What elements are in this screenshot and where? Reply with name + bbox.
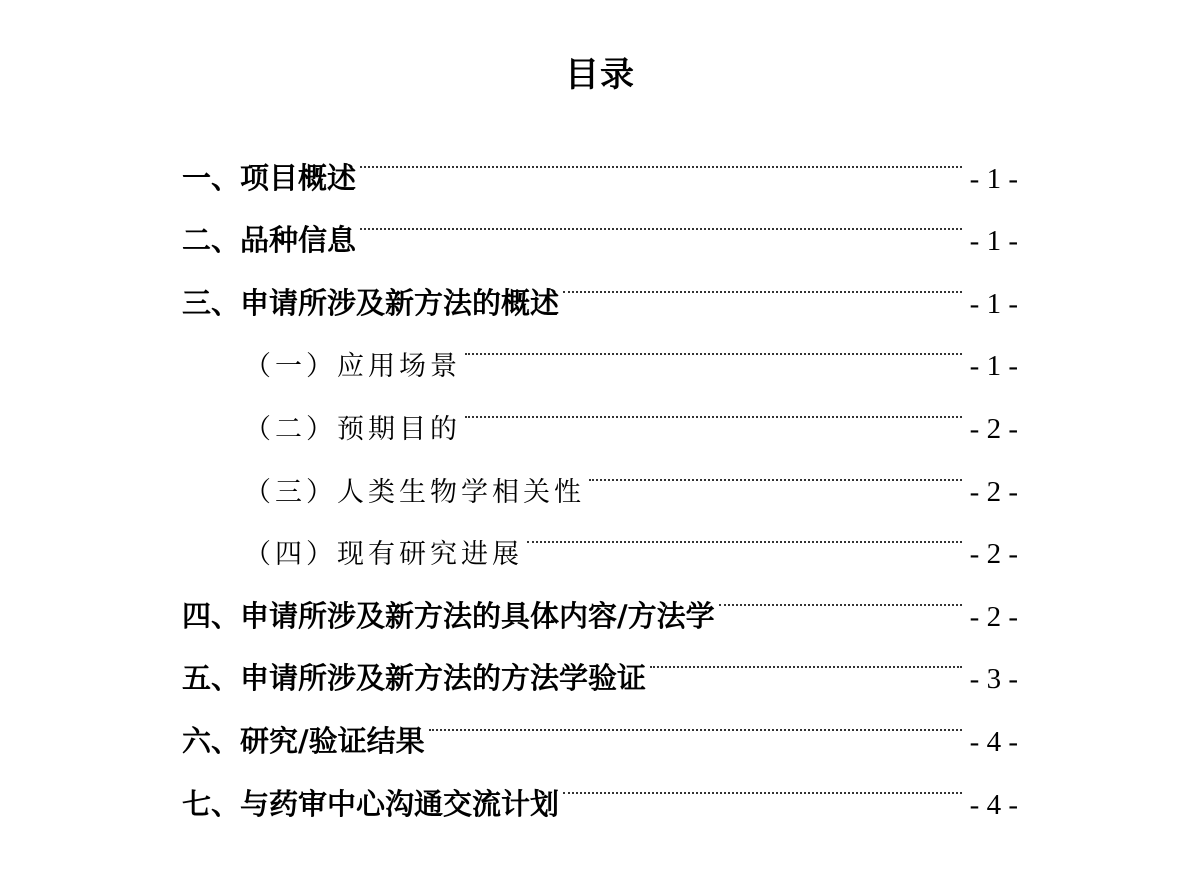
toc-entry-text: 三、申请所涉及新方法的概述 [182,285,560,320]
toc-dot-leader [650,626,962,689]
toc-dot-leader [527,501,962,564]
toc-dot-leader [589,438,962,501]
toc-dot-leader [429,688,962,751]
toc-subentry-text: （二）预期目的 [244,413,461,445]
toc-dot-leader [360,125,962,188]
toc-entry-text: 六、研究/验证结果 [182,723,425,758]
toc-page-number: - 2 - [969,538,1018,571]
toc-page-number: - 1 - [969,225,1018,258]
toc-list [182,125,1018,821]
toc-entry-text: 一、项目概述 [182,160,357,195]
toc-entry-text: 七、与药审中心沟通交流计划 [182,786,560,821]
toc-page-number: - 1 - [969,287,1018,320]
toc-page-number: - 1 - [969,350,1018,383]
toc-entry-text: 四、申请所涉及新方法的具体内容/方法学 [182,598,715,633]
toc-subentry-text: （一）应用场景 [244,351,461,383]
toc-subentry-text: （三）人类生物学相关性 [244,476,585,508]
toc-page-number: - 4 - [969,725,1018,758]
toc-entry[interactable] [182,125,1018,195]
toc-dot-leader [465,313,962,376]
toc-entry-text: 五、申请所涉及新方法的方法学验证 [182,661,647,696]
toc-page-number: - 4 - [969,788,1018,821]
toc-page-number: - 2 - [969,412,1018,445]
toc-page-number: - 2 - [969,475,1018,508]
toc-dot-leader [465,375,962,438]
toc-title: 目录 [565,55,635,95]
toc-dot-leader [563,250,962,313]
toc-subentry-text: （四）现有研究进展 [244,539,523,571]
toc-dot-leader [360,188,962,251]
toc-page-number: - 3 - [969,663,1018,696]
toc-entry-text: 二、品种信息 [182,223,357,258]
toc-dot-leader [719,563,962,626]
toc-page-number: - 2 - [969,600,1018,633]
toc-page-number: - 1 - [969,162,1018,195]
toc-dot-leader [563,751,962,814]
